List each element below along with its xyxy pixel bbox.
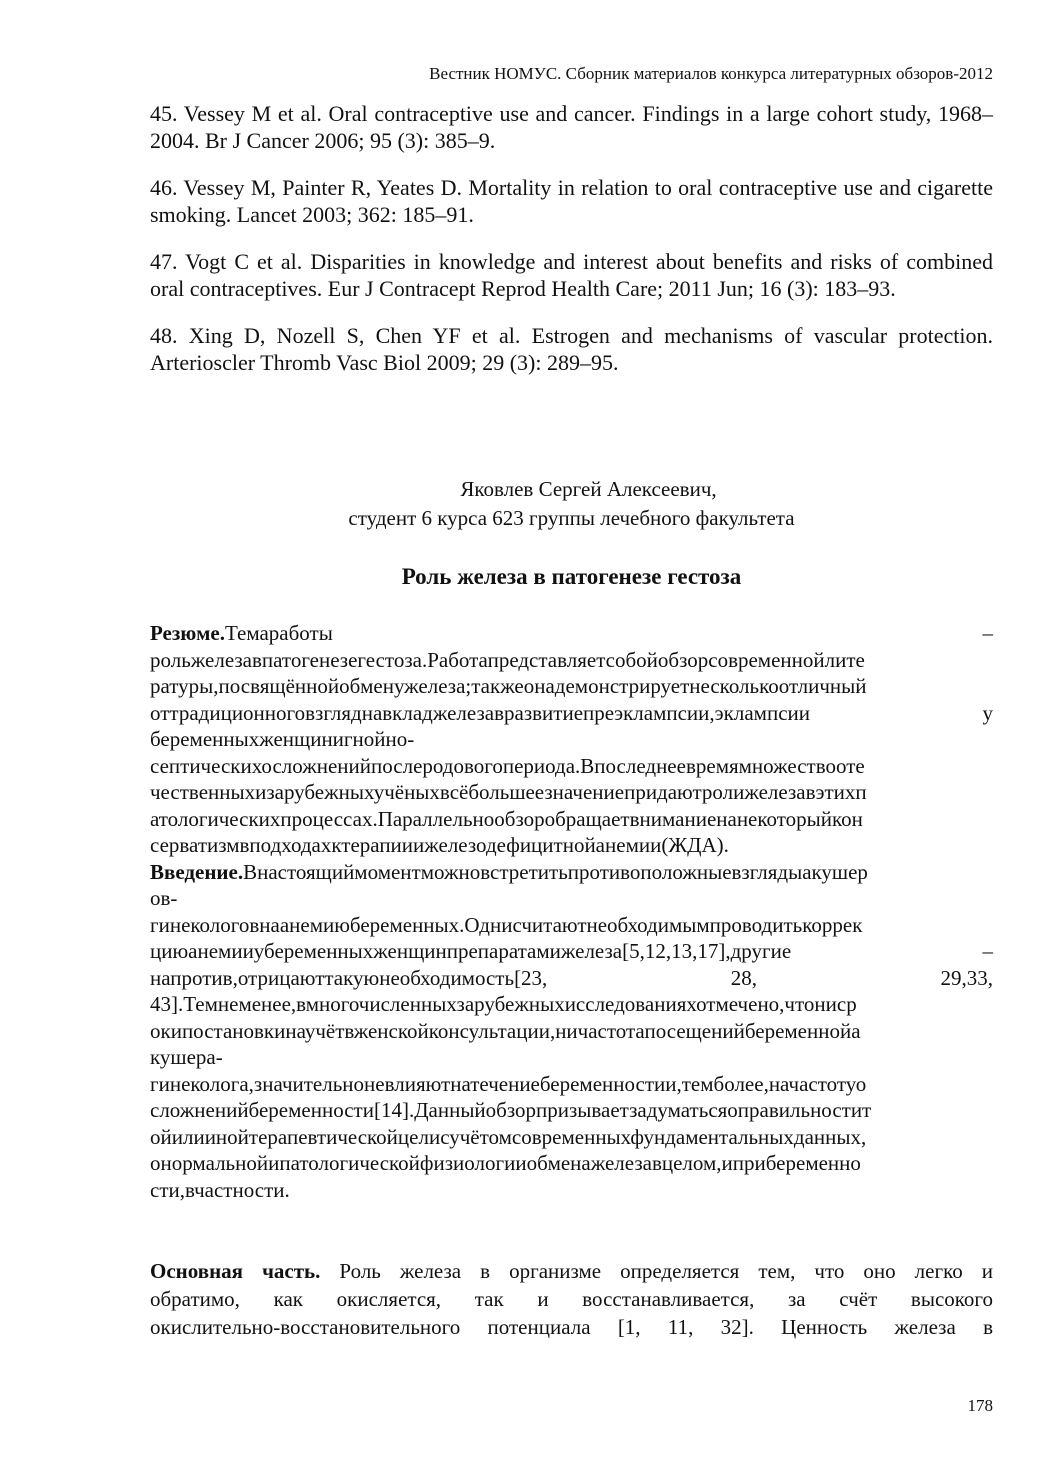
author-block <box>150 475 993 533</box>
resume-trail: у <box>982 700 993 725</box>
main-part-section <box>150 1257 993 1341</box>
author-name: Яковлев Сергей Алексеевич, <box>460 477 717 501</box>
intro-line: гинекологовнаанемиюбеременных.Однисчитаютнеобходимымпроводитькоррек <box>150 912 863 937</box>
intro-line: кушера- <box>150 1045 223 1069</box>
resume-text: Темаработы <box>224 621 333 645</box>
resume-line: септическихосложненийпослеродовогопериода.Впоследнеевремямножествооте <box>150 753 865 778</box>
intro-line: гинеколога,значительноневлияютнатечениебеременностии,темболее,начастотуо <box>150 1071 867 1096</box>
reference-list <box>150 100 993 396</box>
resume-line: рольжелезавпатогенезегестоза.Работапредставляетсобойобзорсовременнойлите <box>150 647 865 672</box>
resume-line: серватизмвподходахктерапииижелезодефицитнойанемии(ЖДА). <box>150 833 729 857</box>
intro-line <box>150 938 993 965</box>
intro-line: сти,вчастности. <box>150 1177 290 1202</box>
intro-line <box>150 859 993 886</box>
intro-text: напротив,отрицаюттакуюнеобходимость[23, <box>150 965 548 990</box>
resume-text: оттрадиционноговзгляднавкладжелезавразвитиепреэклампсии,эклампсии <box>150 700 811 725</box>
article-title: Роль железа в патогенезе гестоза <box>401 564 742 589</box>
reference-item: 46. Vessey M, Painter R, Yeates D. Mortality in relation to oral contraceptive use and cigarette smoking. Lancet 2003; 362: 185–91. <box>150 175 993 227</box>
resume-label: Резюме. <box>150 621 225 645</box>
resume-line: чественныхизарубежныхучёныхвсёбольшеезначениепридаютролижелезавэтихп <box>150 780 867 804</box>
resume-line <box>150 620 993 647</box>
reference-item: 45. Vessey M et al. Oral contraceptive use and cancer. Findings in a large cohort study, 1968–2004. Br J Cancer 2006; 95 (3): 385–9. <box>150 101 993 153</box>
running-header: Вестник НОМУС. Сборник материалов конкурса литературных обзоров-2012 <box>429 64 993 83</box>
intro-line: онормальнойипатологическойфизиологииобменажелезавцелом,иприбеременно <box>150 1151 861 1175</box>
main-part-line: окислительно-восстановительного потенциала [1, 11, 32]. Ценность железа в <box>150 1315 993 1339</box>
intro-line <box>150 965 993 992</box>
main-part-line <box>150 1257 993 1285</box>
intro-line: окипостановкинаучётвженскойконсультации,ничастотапосещенийбеременнойа <box>150 1018 861 1043</box>
page-number: 178 <box>967 1396 993 1415</box>
main-part-label: Основная часть. <box>150 1259 321 1283</box>
reference-item: 48. Xing D, Nozell S, Chen YF et al. Estrogen and mechanisms of vascular protection. Arterioscler Thromb Vasc Biol 2009; 29 (3): 289–95. <box>150 323 993 375</box>
author-affiliation: студент 6 курса 623 группы лечебного факультета <box>348 506 795 530</box>
intro-text: 28, <box>730 965 758 990</box>
reference-item: 47. Vogt C et al. Disparities in knowledge and interest about benefits and risks of combined oral contraceptives. Eur J Contracept Reprod Health Care; 2011 Jun; 16 (3): 183–93. <box>150 249 993 301</box>
resume-line: атологическихпроцессах.Параллельнообзоробращаетвниманиенанекоторыйкон <box>150 806 863 831</box>
resume-section <box>150 620 993 1203</box>
intro-text: циюанемииубеременныхженщинпрепаратамижелеза[5,12,13,17],другие <box>150 939 792 963</box>
intro-line: сложненийбеременности[14].Данныйобзорпризываетзадуматьсяоправильностит <box>150 1098 872 1122</box>
intro-label: Введение. <box>150 859 244 884</box>
main-part-text: Роль железа в организме определяется тем, что оно легко и <box>320 1259 993 1283</box>
resume-line <box>150 700 993 727</box>
resume-line: беременныхженщинигнойно- <box>150 727 415 751</box>
intro-line: ойилиинойтерапевтическойцелисучётомсовременныхфундаментальныхданных, <box>150 1124 867 1149</box>
intro-line: 43].Темнеменее,вмногочисленныхзарубежныхисследованияхотмечено,чтониср <box>150 992 857 1016</box>
intro-text: 29,33, <box>940 965 993 990</box>
resume-line: ратуры,посвящённойобменужелеза;такжеонадемонстрируетнесколькоотличный <box>150 674 867 698</box>
intro-dash: – <box>982 939 993 963</box>
intro-line: ов- <box>150 886 178 910</box>
main-part-line: обратимо, как окисляется, так и восстанавливается, за счёт высокого <box>150 1287 993 1311</box>
resume-dash: – <box>982 621 993 645</box>
intro-text: Внастоящиймоментможновстретитьпротивоположныевзглядыакушер <box>243 859 868 884</box>
